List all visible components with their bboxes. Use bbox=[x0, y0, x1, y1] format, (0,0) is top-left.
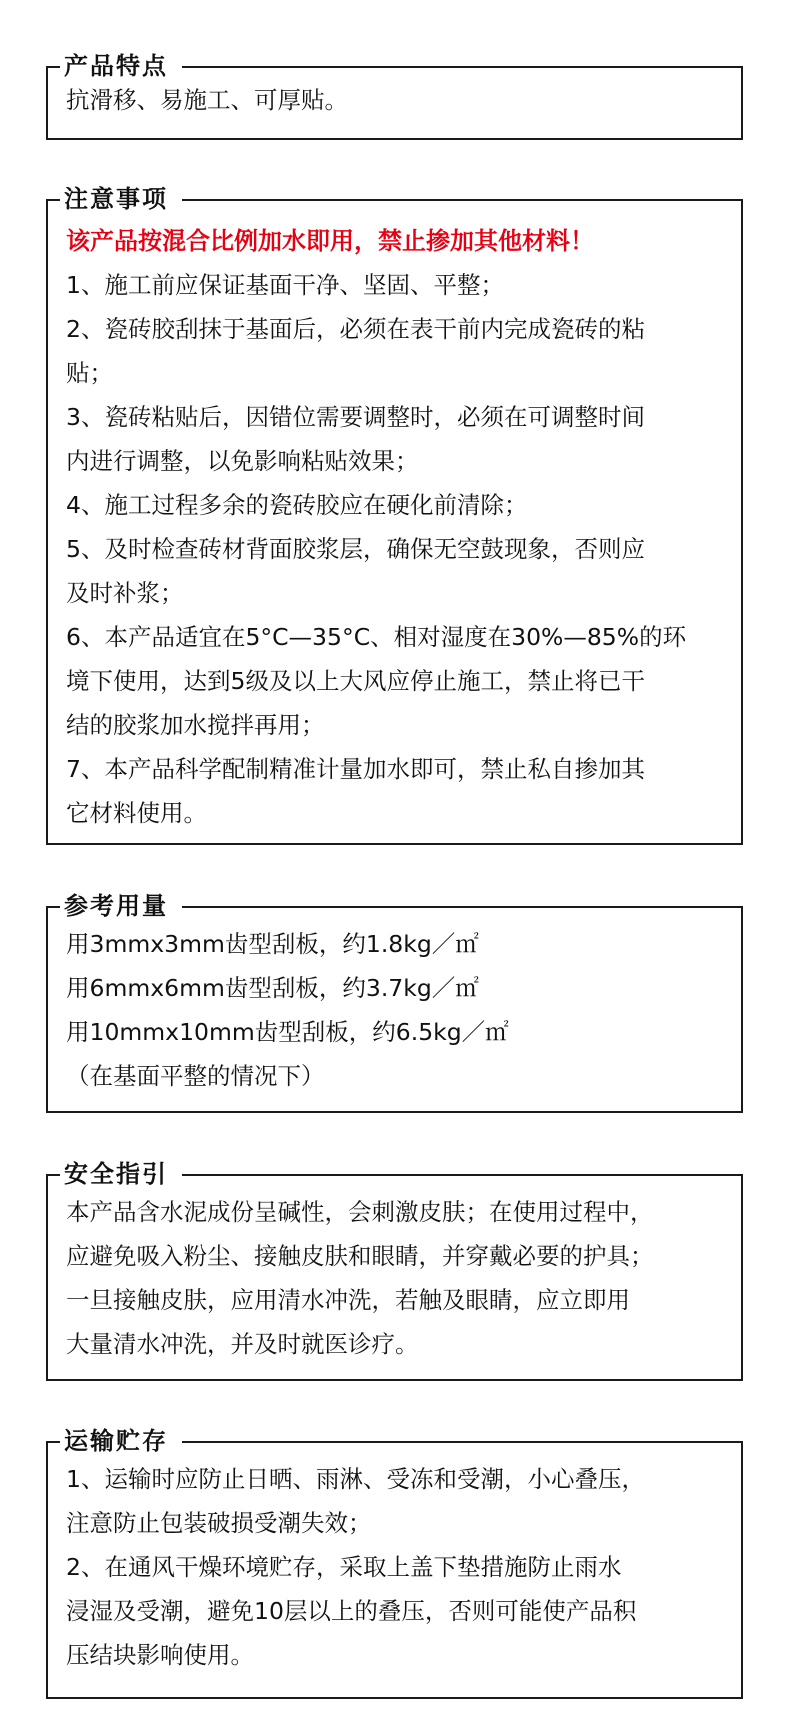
storage-line: 浸湿及受潮，避免10层以上的叠压，否则可能使产品积 bbox=[66, 1597, 637, 1625]
notes-line: 境下使用，达到5级及以上大风应停止施工，禁止将已干 bbox=[66, 667, 645, 695]
notes-line: 6、本产品适宜在5°C—35°C、相对湿度在30%—85%的环 bbox=[66, 623, 687, 651]
usage-line: （在基面平整的情况下） bbox=[66, 1062, 325, 1090]
features-title: 产品特点 bbox=[60, 50, 182, 82]
notes-line: 贴； bbox=[66, 359, 113, 387]
safety-line: 应避免吸入粉尘、接触皮肤和眼睛，并穿戴必要的护具； bbox=[66, 1242, 654, 1270]
safety-line: 本产品含水泥成份呈碱性，会刺激皮肤；在使用过程中， bbox=[66, 1198, 654, 1226]
notes-line: 3、瓷砖粘贴后，因错位需要调整时，必须在可调整时间 bbox=[66, 403, 645, 431]
notes-section bbox=[46, 185, 743, 845]
notes-line: 7、本产品科学配制精准计量加水即可，禁止私自掺加其 bbox=[66, 755, 645, 783]
storage-line: 压结块影响使用。 bbox=[66, 1641, 254, 1669]
usage-line: 用10mmx10mm齿型刮板，约6.5kg／㎡ bbox=[66, 1018, 509, 1046]
features-line: 抗滑移、易施工、可厚贴。 bbox=[66, 86, 348, 114]
notes-line: 2、瓷砖胶刮抹于基面后，必须在表干前内完成瓷砖的粘 bbox=[66, 315, 645, 343]
storage-title: 运输贮存 bbox=[60, 1425, 182, 1457]
notes-line: 它材料使用。 bbox=[66, 799, 207, 827]
notes-warning: 该产品按混合比例加水即用，禁止掺加其他材料！ bbox=[66, 227, 594, 255]
safety-title: 安全指引 bbox=[60, 1158, 182, 1190]
notes-line: 内进行调整，以免影响粘贴效果； bbox=[66, 447, 419, 475]
notes-line: 4、施工过程多余的瓷砖胶应在硬化前清除； bbox=[66, 491, 528, 519]
safety-line: 一旦接触皮肤，应用清水冲洗，若触及眼睛，应立即用 bbox=[66, 1286, 630, 1314]
storage-line: 1、运输时应防止日晒、雨淋、受冻和受潮，小心叠压， bbox=[66, 1465, 645, 1493]
usage-line: 用3mmx3mm齿型刮板，约1.8kg／㎡ bbox=[66, 930, 479, 958]
notes-line: 及时补浆； bbox=[66, 579, 184, 607]
features-section bbox=[46, 52, 743, 140]
storage-section bbox=[46, 1427, 743, 1699]
usage-line: 用6mmx6mm齿型刮板，约3.7kg／㎡ bbox=[66, 974, 479, 1002]
usage-section bbox=[46, 892, 743, 1113]
notes-line: 5、及时检查砖材背面胶浆层，确保无空鼓现象，否则应 bbox=[66, 535, 645, 563]
storage-line: 注意防止包装破损受潮失效； bbox=[66, 1509, 372, 1537]
safety-line: 大量清水冲洗，并及时就医诊疗。 bbox=[66, 1330, 419, 1358]
storage-line: 2、在通风干燥环境贮存，采取上盖下垫措施防止雨水 bbox=[66, 1553, 622, 1581]
notes-title: 注意事项 bbox=[60, 183, 182, 215]
safety-section bbox=[46, 1160, 743, 1381]
notes-line: 1、施工前应保证基面干净、坚固、平整； bbox=[66, 271, 504, 299]
notes-line: 结的胶浆加水搅拌再用； bbox=[66, 711, 325, 739]
usage-title: 参考用量 bbox=[60, 890, 182, 922]
